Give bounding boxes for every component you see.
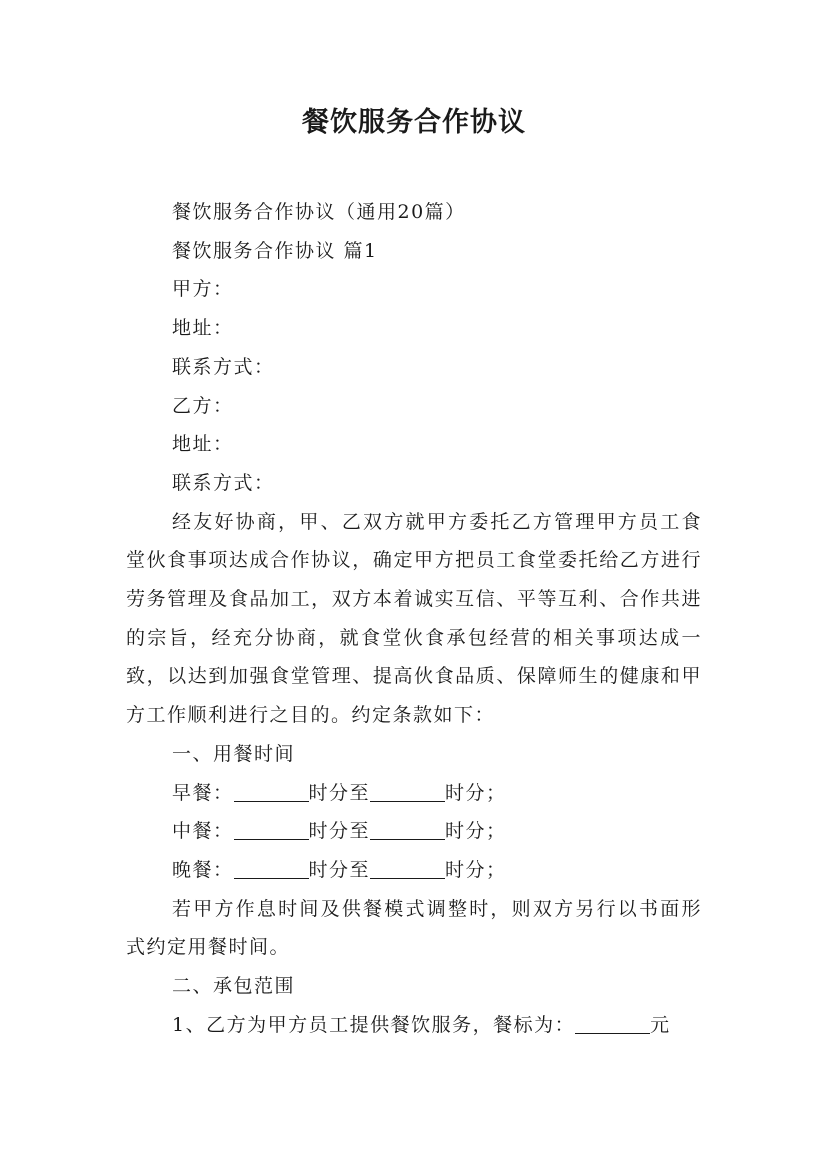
section-heading: 餐饮服务合作协议 篇1 xyxy=(172,239,378,262)
party-b-contact-label: 联系方式： xyxy=(172,471,275,494)
party-a-label: 甲方： xyxy=(172,278,234,301)
lunch-time-end: 时分； xyxy=(445,820,507,843)
clause2-heading: 二、承包范围 xyxy=(172,975,296,998)
dinner-time-end: 时分； xyxy=(445,858,507,881)
breakfast-time-end: 时分； xyxy=(445,781,507,804)
document-title: 餐饮服务合作协议 xyxy=(302,107,526,138)
breakfast-start-blank xyxy=(234,783,309,802)
lunch-start-blank xyxy=(234,821,309,840)
lunch-end-blank xyxy=(370,821,445,840)
breakfast-time-line xyxy=(126,774,702,813)
party-b-label: 乙方： xyxy=(172,394,234,417)
dinner-end-blank xyxy=(370,860,445,879)
document-subtitle: 餐饮服务合作协议（通用20篇） xyxy=(172,201,466,223)
dinner-time-line xyxy=(126,851,702,890)
intro-paragraph: 经友好协商，甲、乙双方就甲方委托乙方管理甲方员工食堂伙食事项达成合作协议，确定甲方把员工食堂委托给乙方进行劳务管理及食品加工，双方本着诚实互信、平等互利、合作共进的宗旨，经充分协商，就食堂伙食承包经营的相关事项达成一致，以达到加强食堂管理、提高伙食品质、保障师生的健康和甲方工作顺利进行之目的。约定条款如下： xyxy=(126,510,702,727)
breakfast-time-mid: 时分至 xyxy=(308,781,371,804)
clause1-heading: 一、用餐时间 xyxy=(172,742,296,765)
dinner-start-blank xyxy=(234,860,309,879)
lunch-time-mid: 时分至 xyxy=(308,820,371,843)
party-a-address-label: 地址： xyxy=(172,317,234,340)
lunch-time-line xyxy=(126,812,702,851)
schedule-note: 若甲方作息时间及供餐模式调整时，则双方另行以书面形式约定用餐时间。 xyxy=(126,897,702,959)
clause2-item1 xyxy=(126,1006,702,1045)
breakfast-end-blank xyxy=(370,783,445,802)
meal-standard-blank xyxy=(575,1015,650,1034)
lunch-label: 中餐： xyxy=(172,820,234,843)
party-b-address-label: 地址： xyxy=(172,433,234,456)
dinner-time-mid: 时分至 xyxy=(308,858,371,881)
party-a-contact-label: 联系方式： xyxy=(172,355,275,378)
clause2-item1-unit: 元 xyxy=(650,1013,671,1036)
document-body xyxy=(126,193,702,1044)
dinner-label: 晚餐： xyxy=(172,858,234,881)
clause2-item1-text: 1、乙方为甲方员工提供餐饮服务，餐标为： xyxy=(172,1013,576,1036)
breakfast-label: 早餐： xyxy=(172,781,234,804)
